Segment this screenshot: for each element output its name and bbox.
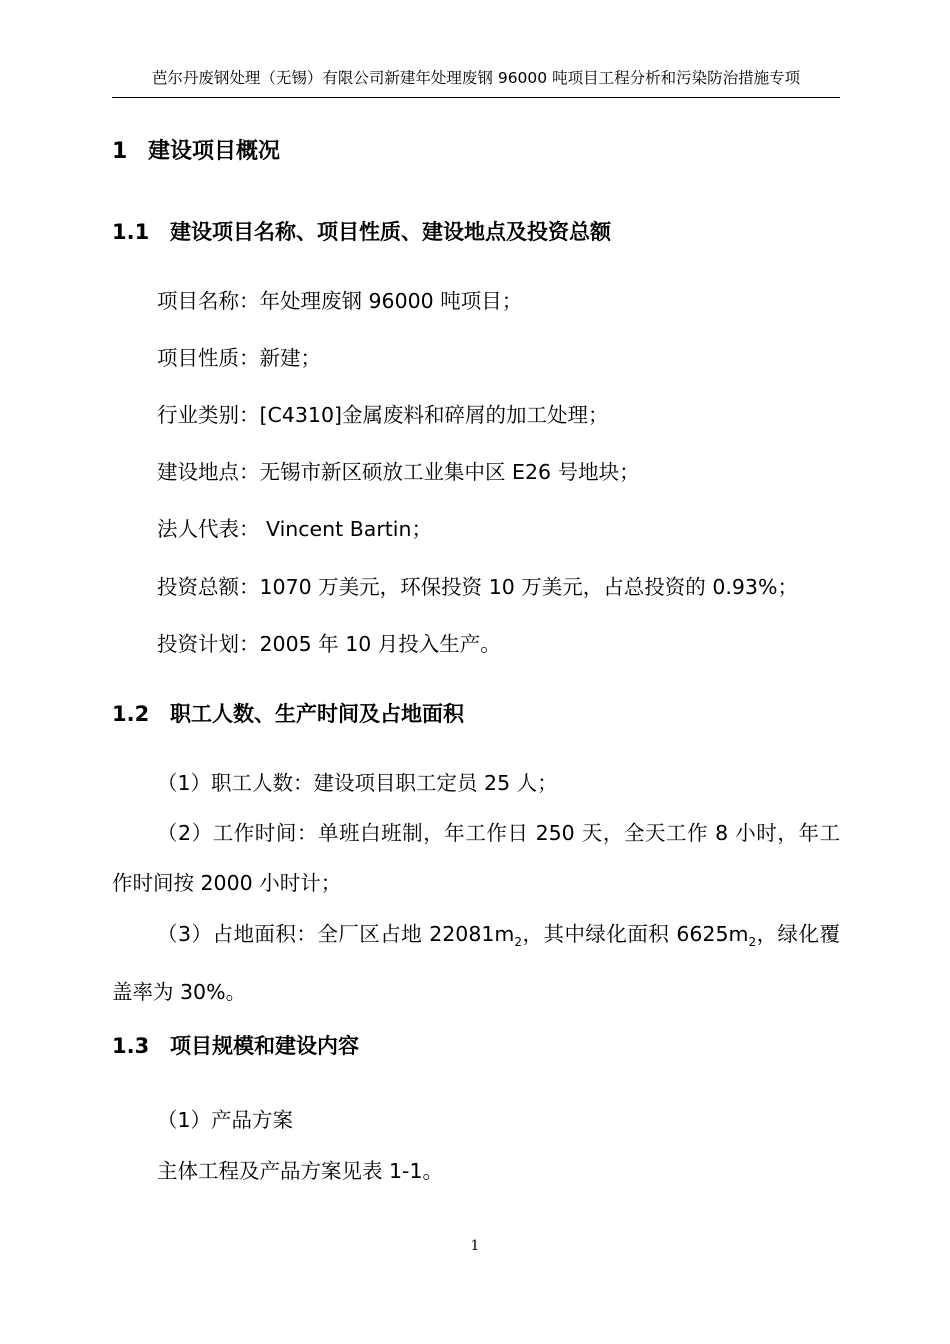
section-number: 1.3 xyxy=(112,1034,150,1058)
work-time-paragraph: （2）工作时间：单班白班制，年工作日 250 天，全天工作 8 小时，年工作时间按 2000 小时计； xyxy=(112,821,840,895)
project-name-line: 项目名称：年处理废钢 96000 吨项目； xyxy=(157,289,523,313)
section-title: 项目规模和建设内容 xyxy=(170,1034,359,1058)
section-heading-1-1 xyxy=(112,217,611,247)
land-area-text-c: ，绿化覆盖率为 30%。 xyxy=(112,922,841,1005)
running-header: 芭尔丹废钢处理（无锡）有限公司新建年处理废钢 96000 吨项目工程分析和污染防治措施专项 xyxy=(151,69,801,87)
header-rule xyxy=(112,97,840,98)
product-plan-reference-line: 主体工程及产品方案见表 1-1。 xyxy=(157,1159,443,1183)
section-heading-1-3 xyxy=(112,1031,359,1061)
project-nature-line: 项目性质：新建； xyxy=(157,346,321,370)
page-number: 1 xyxy=(470,1238,480,1254)
product-plan-item: （1）产品方案 xyxy=(157,1108,294,1132)
total-investment-line: 投资总额：1070 万美元，环保投资 10 万美元，占总投资的 0.93%； xyxy=(157,575,798,599)
chapter-number: 1 xyxy=(112,139,128,164)
land-area-text-a: （3）占地面积：全厂区占地 22081m xyxy=(157,922,515,946)
land-area-text-b: ，其中绿化面积 6625m xyxy=(522,922,749,946)
section-number: 1.1 xyxy=(112,220,150,244)
staff-count-line: （1）职工人数：建设项目职工定员 25 人； xyxy=(157,771,558,795)
square-subscript: 2 xyxy=(748,935,757,950)
legal-representative-line: 法人代表： Vincent Bartin； xyxy=(157,517,432,541)
section-number: 1.2 xyxy=(112,702,150,726)
investment-plan-line: 投资计划：2005 年 10 月投入生产。 xyxy=(157,632,501,656)
chapter-title: 建设项目概况 xyxy=(148,139,281,164)
section-title: 职工人数、生产时间及占地面积 xyxy=(170,702,464,726)
chapter-heading xyxy=(112,136,280,168)
square-subscript: 2 xyxy=(514,935,523,950)
section-title: 建设项目名称、项目性质、建设地点及投资总额 xyxy=(170,220,611,244)
section-heading-1-2 xyxy=(112,699,464,729)
industry-category-line: 行业类别：[C4310]金属废料和碎屑的加工处理； xyxy=(157,403,609,427)
land-area-paragraph xyxy=(112,909,840,1017)
construction-site-line: 建设地点：无锡市新区硕放工业集中区 E26 号地块； xyxy=(157,460,640,484)
